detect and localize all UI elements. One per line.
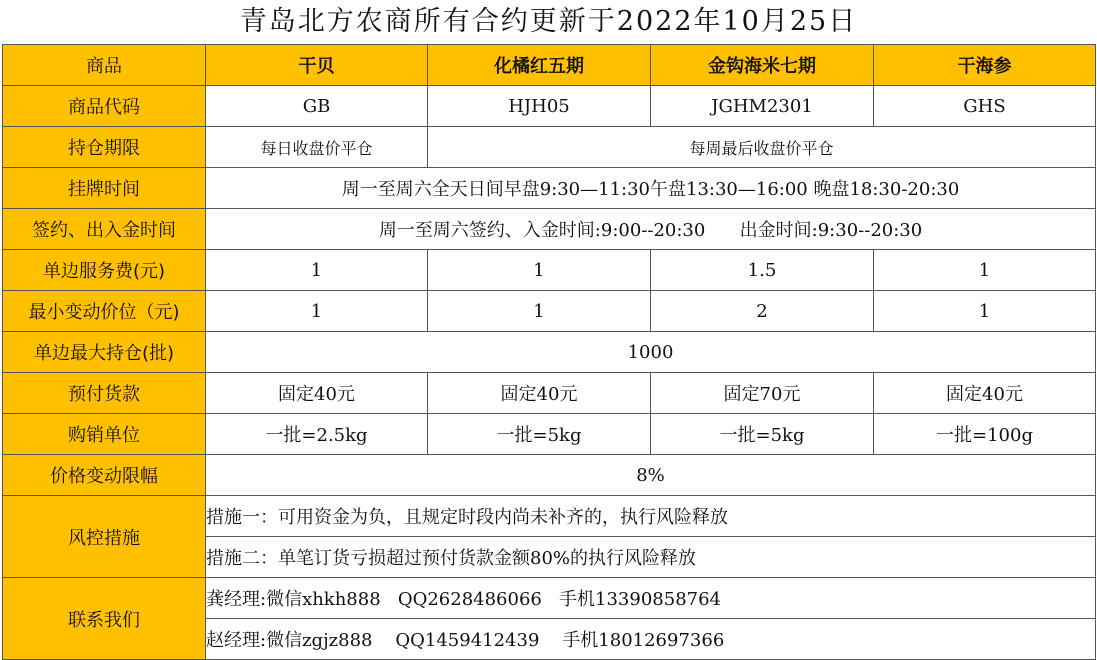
service-fee-value: 1.5 [651,250,874,291]
table-row-unit [3,414,1096,455]
row-label-service-fee: 单边服务费(元) [3,250,206,291]
prepayment-value: 固定40元 [206,373,428,414]
table-row-price-limit [3,455,1096,496]
table-row-min-tick [3,291,1096,332]
prepayment-value: 固定40元 [428,373,651,414]
product-name: 干贝 [206,45,428,86]
unit-value: 一批=2.5kg [206,414,428,455]
product-name: 化橘红五期 [428,45,651,86]
row-label-prepayment: 预付货款 [3,373,206,414]
min-tick-value: 1 [206,291,428,332]
table-row-prepayment [3,373,1096,414]
price-limit-value: 8% [206,455,1096,496]
contact-line: 赵经理:微信zgjz888 QQ1459412439 手机18012697366 [206,619,1096,660]
row-label-listing-time: 挂牌时间 [3,168,206,209]
unit-value: 一批=5kg [428,414,651,455]
product-code: GHS [874,86,1096,127]
table-row-max-position [3,332,1096,373]
contract-table [2,44,1096,660]
row-label-contact: 联系我们 [3,578,206,660]
product-code: JGHM2301 [651,86,874,127]
service-fee-value: 1 [428,250,651,291]
max-position-value: 1000 [206,332,1096,373]
product-name: 干海参 [874,45,1096,86]
prepayment-value: 固定40元 [874,373,1096,414]
row-label-unit: 购销单位 [3,414,206,455]
table-row-product [3,45,1096,86]
min-tick-value: 1 [874,291,1096,332]
table-row-signing-time [3,209,1096,250]
table-row-code [3,86,1096,127]
holding-period-rest: 每周最后收盘价平仓 [428,127,1096,168]
row-label-code: 商品代码 [3,86,206,127]
table-row-service-fee [3,250,1096,291]
product-code: GB [206,86,428,127]
table-row-holding-period [3,127,1096,168]
product-name: 金钩海米七期 [651,45,874,86]
risk-control-line: 措施一：可用资金为负，且规定时段内尚未补齐的，执行风险释放 [206,496,1096,537]
service-fee-value: 1 [874,250,1096,291]
table-row-contact-1 [3,578,1096,619]
table-row-risk-control-1 [3,496,1096,537]
table-row-listing-time [3,168,1096,209]
risk-control-line: 措施二：单笔订货亏损超过预付货款金额80%的执行风险释放 [206,537,1096,578]
row-label-signing-time: 签约、出入金时间 [3,209,206,250]
min-tick-value: 2 [651,291,874,332]
contact-line: 龚经理:微信xhkh888 QQ2628486066 手机13390858764 [206,578,1096,619]
listing-time-value: 周一至周六全天日间早盘9:30—11:30午盘13:30—16:00 晚盘18:30-20:30 [206,168,1096,209]
row-label-product: 商品 [3,45,206,86]
page-title: 青岛北方农商所有合约更新于2022年10月25日 [239,6,858,37]
row-label-max-position: 单边最大持仓(批) [3,332,206,373]
signing-time-value: 周一至周六签约、入金时间:9:00--20:30 出金时间:9:30--20:30 [206,209,1096,250]
unit-value: 一批=5kg [651,414,874,455]
row-label-holding-period: 持仓期限 [3,127,206,168]
service-fee-value: 1 [206,250,428,291]
product-code: HJH05 [428,86,651,127]
unit-value: 一批=100g [874,414,1096,455]
prepayment-value: 固定70元 [651,373,874,414]
row-label-price-limit: 价格变动限幅 [3,455,206,496]
row-label-risk-control: 风控措施 [3,496,206,578]
holding-period-first: 每日收盘价平仓 [206,127,428,168]
row-label-min-tick: 最小变动价位（元) [3,291,206,332]
min-tick-value: 1 [428,291,651,332]
